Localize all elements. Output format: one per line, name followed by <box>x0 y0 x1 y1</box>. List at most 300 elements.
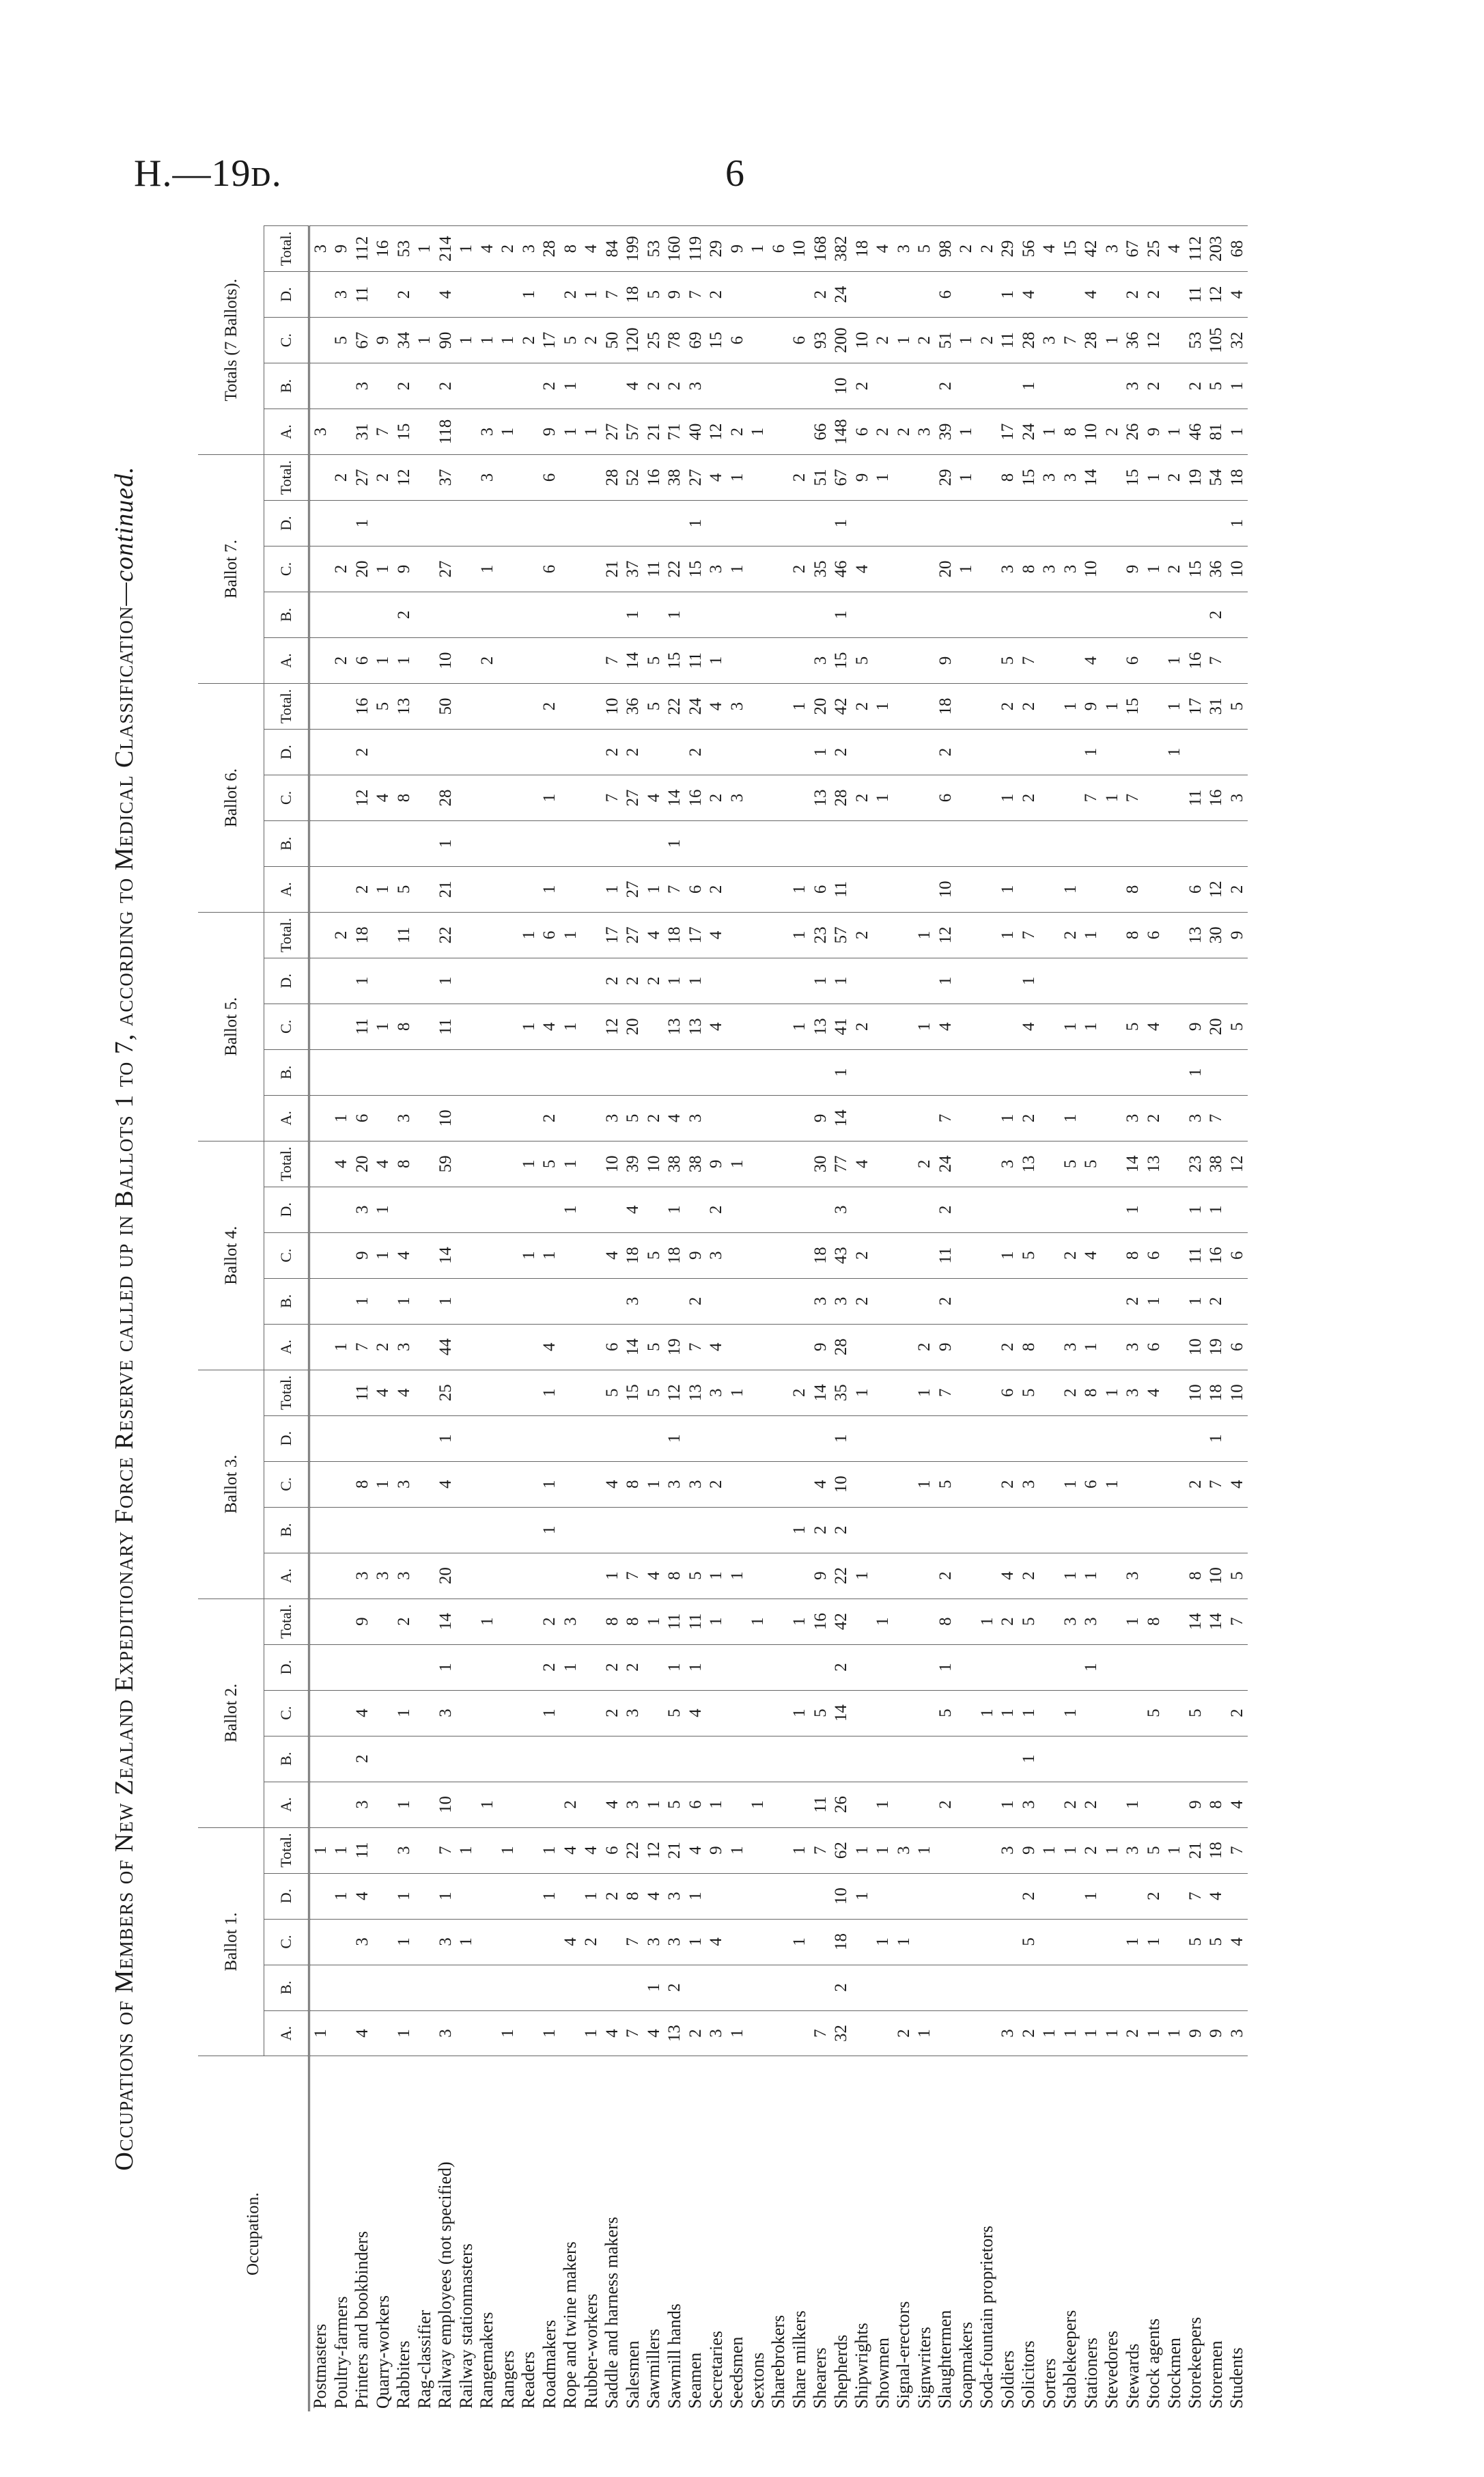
table-cell <box>415 1049 436 1095</box>
table-cell <box>727 1644 748 1690</box>
table-cell: 382 <box>831 226 852 272</box>
table-cell <box>977 1873 998 1919</box>
table-cell: 4 <box>643 775 664 820</box>
table-cell <box>518 683 540 729</box>
table-cell <box>852 1507 873 1553</box>
table-cell <box>331 501 352 546</box>
table-cell: 4 <box>393 1232 415 1278</box>
table-title-main: Occupations of Members of New Zealand Expeditionary Force Reserve called up in Ballots 1 to 7, according to Medical Classification <box>110 605 139 2171</box>
table-cell <box>393 729 415 775</box>
table-cell: 4 <box>1143 1004 1164 1049</box>
table-cell: 10 <box>643 1141 664 1187</box>
table-cell <box>789 1278 811 1324</box>
table-cell: 4 <box>1018 1004 1039 1049</box>
table-cell <box>748 501 769 546</box>
table-cell <box>706 1736 727 1782</box>
table-cell: 3 <box>1123 1553 1144 1599</box>
table-cell <box>1081 1049 1102 1095</box>
table-cell <box>498 775 519 820</box>
table-row <box>456 226 477 2412</box>
table-cell: 12 <box>1227 1141 1248 1187</box>
table-cell: 90 <box>435 318 456 363</box>
table-cell <box>560 1873 581 1919</box>
table-cell <box>914 1187 936 1232</box>
table-cell <box>768 501 789 546</box>
table-cell: 13 <box>685 1004 706 1049</box>
table-cell: 1 <box>643 1461 664 1507</box>
table-cell <box>1081 1690 1102 1736</box>
table-cell <box>1102 455 1123 501</box>
table-cell: 1 <box>393 1873 415 1919</box>
table-cell: 6 <box>1081 1461 1102 1507</box>
table-cell: 3 <box>664 1461 686 1507</box>
table-cell <box>498 1278 519 1324</box>
table-cell: 62 <box>831 1827 852 1873</box>
table-cell <box>914 1415 936 1461</box>
table-cell: 7 <box>623 1553 644 1599</box>
table-cell <box>1123 1690 1144 1736</box>
table-cell: 4 <box>602 1461 623 1507</box>
table-cell: 3 <box>727 683 748 729</box>
table-cell <box>977 1141 998 1187</box>
table-cell: 57 <box>831 912 852 958</box>
table-cell: 14 <box>664 775 686 820</box>
table-cell <box>956 729 977 775</box>
table-cell <box>810 1873 831 1919</box>
table-cell <box>748 1187 769 1232</box>
table-cell <box>956 363 977 409</box>
table-cell: 1 <box>685 1644 706 1690</box>
table-cell <box>602 1736 623 1782</box>
table-cell <box>1018 501 1039 546</box>
table-cell <box>1164 1141 1186 1187</box>
table-cell: 11 <box>352 1827 373 1873</box>
table-cell: 1 <box>852 1370 873 1415</box>
table-cell <box>914 1278 936 1324</box>
table-row <box>1060 226 1081 2412</box>
table-cell <box>602 1507 623 1553</box>
table-cell <box>560 866 581 912</box>
table-cell <box>1206 1690 1227 1736</box>
table-cell <box>1039 1690 1061 1736</box>
table-cell <box>477 1507 498 1553</box>
table-cell: 1 <box>852 1873 873 1919</box>
table-cell <box>1102 1324 1123 1370</box>
table-cell <box>518 1919 540 1965</box>
ballot-group-header: Ballot 1. <box>198 1827 264 2056</box>
table-cell: 1 <box>456 226 477 272</box>
table-cell <box>1164 272 1186 318</box>
table-cell: 1 <box>435 1415 456 1461</box>
table-cell: 4 <box>1227 1461 1248 1507</box>
table-cell <box>977 1324 998 1370</box>
table-cell: 13 <box>664 2010 686 2056</box>
table-cell: 20 <box>935 546 956 592</box>
table-cell: 9 <box>935 637 956 683</box>
table-cell <box>560 1553 581 1599</box>
table-cell <box>456 1782 477 1827</box>
table-cell <box>518 958 540 1004</box>
table-cell <box>873 592 894 638</box>
table-cell: 5 <box>1185 1919 1206 1965</box>
table-cell <box>498 455 519 501</box>
table-cell: 2 <box>540 683 561 729</box>
table-cell <box>540 958 561 1004</box>
table-cell: 2 <box>498 226 519 272</box>
table-cell <box>456 1965 477 2010</box>
table-cell: 12 <box>643 1827 664 1873</box>
table-cell: 4 <box>1081 1232 1102 1278</box>
table-cell: 16 <box>352 683 373 729</box>
table-cell: 9 <box>393 546 415 592</box>
table-cell: 54 <box>1206 455 1227 501</box>
table-cell: 7 <box>685 1324 706 1370</box>
table-cell <box>664 1278 686 1324</box>
table-cell <box>1227 1507 1248 1553</box>
table-cell: 9 <box>1081 683 1102 729</box>
table-cell <box>977 272 998 318</box>
table-cell: 5 <box>623 1095 644 1141</box>
table-cell: 1 <box>956 318 977 363</box>
table-cell <box>415 1095 436 1141</box>
table-cell: 4 <box>852 1141 873 1187</box>
table-cell <box>831 820 852 866</box>
table-cell: 5 <box>1185 1690 1206 1736</box>
table-cell: 3 <box>706 1232 727 1278</box>
table-cell <box>748 1415 769 1461</box>
table-cell: 3 <box>1123 363 1144 409</box>
table-cell <box>1102 272 1123 318</box>
table-cell <box>309 1232 331 1278</box>
table-cell: 1 <box>1164 409 1186 455</box>
table-cell <box>893 1644 914 1690</box>
table-cell: 1 <box>1060 1553 1081 1599</box>
table-cell <box>352 1965 373 2010</box>
table-row <box>602 226 623 2412</box>
table-cell <box>956 1232 977 1278</box>
table-cell <box>768 1232 789 1278</box>
table-cell: 8 <box>623 1461 644 1507</box>
table-cell: 2 <box>664 1965 686 2010</box>
classification-header: A. <box>264 637 309 683</box>
table-cell <box>435 592 456 638</box>
table-cell: 14 <box>435 1232 456 1278</box>
table-cell: 1 <box>664 958 686 1004</box>
table-cell: 15 <box>685 546 706 592</box>
table-cell: 3 <box>810 1278 831 1324</box>
table-cell <box>1164 912 1186 958</box>
table-cell: 42 <box>831 683 852 729</box>
table-cell <box>914 1507 936 1553</box>
table-cell: 10 <box>435 637 456 683</box>
table-cell <box>873 1095 894 1141</box>
table-cell <box>1039 729 1061 775</box>
table-cell <box>935 1873 956 1919</box>
table-cell: 1 <box>581 272 602 318</box>
table-row <box>560 226 581 2412</box>
table-cell <box>706 1278 727 1324</box>
table-cell <box>331 592 352 638</box>
table-cell: 2 <box>540 1095 561 1141</box>
table-cell <box>477 683 498 729</box>
table-cell <box>748 1965 769 2010</box>
table-cell: 1 <box>789 1827 811 1873</box>
table-cell <box>1060 820 1081 866</box>
table-cell <box>309 1370 331 1415</box>
occupation-name: Students <box>1227 2347 1247 2409</box>
table-cell <box>727 958 748 1004</box>
table-cell: 1 <box>1102 318 1123 363</box>
table-cell: 2 <box>914 1324 936 1370</box>
table-cell <box>935 1965 956 2010</box>
table-cell <box>977 912 998 958</box>
table-cell <box>977 1736 998 1782</box>
table-cell: 2 <box>1081 1827 1102 1873</box>
table-cell: 27 <box>352 455 373 501</box>
table-cell <box>977 1461 998 1507</box>
table-cell <box>1227 958 1248 1004</box>
table-cell <box>998 1873 1019 1919</box>
table-row <box>623 226 644 2412</box>
table-cell: 1 <box>1227 501 1248 546</box>
table-cell: 2 <box>685 2010 706 2056</box>
table-cell <box>1102 820 1123 866</box>
table-cell: 5 <box>643 1324 664 1370</box>
table-cell: 16 <box>1206 775 1227 820</box>
occupation-name: Secretaries <box>705 2330 726 2409</box>
table-cell <box>1102 1873 1123 1919</box>
table-cell <box>518 1095 540 1141</box>
table-cell: 1 <box>685 1873 706 1919</box>
table-cell: 19 <box>664 1324 686 1370</box>
table-cell <box>540 501 561 546</box>
table-cell: 6 <box>685 1782 706 1827</box>
table-cell <box>373 1049 394 1095</box>
table-cell: 4 <box>1227 1919 1248 1965</box>
table-cell: 98 <box>935 226 956 272</box>
table-cell <box>1164 592 1186 638</box>
table-cell: 10 <box>1227 1370 1248 1415</box>
table-cell <box>477 1278 498 1324</box>
occupation-name: Readers <box>518 2351 539 2409</box>
table-cell <box>540 1049 561 1095</box>
table-cell: 20 <box>435 1553 456 1599</box>
table-cell <box>1123 1736 1144 1782</box>
table-cell <box>309 1553 331 1599</box>
table-cell: 14 <box>623 637 644 683</box>
table-cell: 2 <box>893 2010 914 2056</box>
table-cell: 8 <box>998 455 1019 501</box>
table-cell: 2 <box>998 683 1019 729</box>
table-cell: 9 <box>706 1827 727 1873</box>
table-cell <box>1164 1919 1186 1965</box>
table-cell: 3 <box>1227 775 1248 820</box>
table-cell <box>789 958 811 1004</box>
table-cell <box>518 363 540 409</box>
table-cell: 1 <box>727 1553 748 1599</box>
table-cell: 36 <box>623 683 644 729</box>
table-row <box>435 226 456 2412</box>
table-cell: 2 <box>1206 1278 1227 1324</box>
table-cell <box>415 592 436 638</box>
table-cell <box>706 501 727 546</box>
table-cell <box>581 1599 602 1644</box>
table-cell <box>727 1324 748 1370</box>
table-cell: 1 <box>1185 1278 1206 1324</box>
table-cell <box>1227 1049 1248 1095</box>
table-cell <box>393 1644 415 1690</box>
table-cell: 3 <box>685 1461 706 1507</box>
table-cell: 2 <box>560 272 581 318</box>
table-row <box>1018 226 1039 2412</box>
classification-header: A. <box>264 1782 309 1827</box>
table-cell: 1 <box>831 958 852 1004</box>
table-cell <box>1185 501 1206 546</box>
table-cell <box>914 546 936 592</box>
table-cell <box>748 1873 769 1919</box>
table-cell <box>456 1232 477 1278</box>
table-cell <box>768 1324 789 1370</box>
table-cell: 25 <box>1143 226 1164 272</box>
table-cell <box>518 501 540 546</box>
table-cell <box>309 1461 331 1507</box>
table-cell: 9 <box>1185 1004 1206 1049</box>
table-cell <box>1185 1644 1206 1690</box>
table-cell: 1 <box>998 272 1019 318</box>
occupation-name: Soda-fountain proprietors <box>977 2226 997 2409</box>
table-cell <box>1102 1782 1123 1827</box>
table-row <box>309 226 331 2412</box>
table-cell <box>498 1965 519 2010</box>
table-cell <box>893 592 914 638</box>
table-row <box>415 226 436 2412</box>
table-cell <box>309 272 331 318</box>
table-cell: 11 <box>831 866 852 912</box>
table-cell: 1 <box>873 1782 894 1827</box>
table-cell <box>415 501 436 546</box>
table-cell <box>1081 958 1102 1004</box>
table-cell: 15 <box>1123 683 1144 729</box>
table-cell <box>540 637 561 683</box>
table-cell <box>685 1507 706 1553</box>
table-cell: 3 <box>998 546 1019 592</box>
table-cell <box>331 1644 352 1690</box>
table-cell <box>1060 958 1081 1004</box>
table-cell: 7 <box>935 1095 956 1141</box>
table-cell: 2 <box>935 1187 956 1232</box>
table-cell <box>706 1690 727 1736</box>
table-cell: 1 <box>1060 1827 1081 1873</box>
table-cell: 20 <box>810 683 831 729</box>
table-cell <box>977 2010 998 2056</box>
table-cell: 28 <box>831 775 852 820</box>
table-cell <box>309 1187 331 1232</box>
table-cell <box>685 820 706 866</box>
table-cell <box>727 1782 748 1827</box>
table-cell <box>768 1599 789 1644</box>
table-cell <box>415 683 436 729</box>
table-cell: 1 <box>352 958 373 1004</box>
table-cell <box>1060 1736 1081 1782</box>
table-cell <box>415 455 436 501</box>
table-cell <box>456 866 477 912</box>
table-cell: 1 <box>1164 729 1186 775</box>
table-cell <box>768 683 789 729</box>
table-cell <box>727 1736 748 1782</box>
table-cell <box>518 592 540 638</box>
table-cell <box>852 1095 873 1141</box>
table-cell <box>956 958 977 1004</box>
table-cell <box>1185 1507 1206 1553</box>
table-cell <box>893 1736 914 1782</box>
table-cell <box>456 729 477 775</box>
table-cell: 1 <box>748 409 769 455</box>
table-cell: 11 <box>393 912 415 958</box>
table-cell: 1 <box>914 1461 936 1507</box>
table-cell: 14 <box>1206 1599 1227 1644</box>
table-cell <box>373 1278 394 1324</box>
table-cell <box>352 1415 373 1461</box>
table-cell <box>518 1049 540 1095</box>
table-cell <box>518 1599 540 1644</box>
table-cell <box>477 1370 498 1415</box>
table-cell <box>789 1873 811 1919</box>
table-cell <box>581 683 602 729</box>
table-cell: 1 <box>1164 2010 1186 2056</box>
table-cell: 2 <box>935 729 956 775</box>
table-cell <box>415 1599 436 1644</box>
table-cell <box>331 1004 352 1049</box>
table-cell: 18 <box>664 1232 686 1278</box>
table-cell <box>415 1827 436 1873</box>
table-cell: 4 <box>685 1690 706 1736</box>
table-cell: 1 <box>727 1827 748 1873</box>
table-cell: 53 <box>643 226 664 272</box>
table-cell: 1 <box>1102 1461 1123 1507</box>
table-cell: 26 <box>831 1782 852 1827</box>
table-cell: 1 <box>498 318 519 363</box>
table-cell: 2 <box>1143 272 1164 318</box>
table-cell: 2 <box>706 866 727 912</box>
occupation-name: Sorters <box>1039 2358 1059 2409</box>
classification-header: B. <box>264 820 309 866</box>
table-cell: 1 <box>914 1370 936 1415</box>
rotated-table-container <box>109 225 1373 2411</box>
table-cell: 3 <box>685 363 706 409</box>
table-cell: 67 <box>1123 226 1144 272</box>
table-cell: 2 <box>540 1599 561 1644</box>
table-cell <box>748 1232 769 1278</box>
table-cell <box>309 1965 331 2010</box>
table-cell <box>956 1095 977 1141</box>
table-cell <box>1164 1599 1186 1644</box>
table-cell <box>1206 501 1227 546</box>
occupation-name: Stock agents <box>1143 2318 1164 2409</box>
table-cell <box>810 1919 831 1965</box>
table-cell: 1 <box>727 1141 748 1187</box>
occupation-name: Seamen <box>685 2352 705 2409</box>
table-cell <box>852 1782 873 1827</box>
table-cell <box>893 1278 914 1324</box>
table-cell <box>852 729 873 775</box>
table-cell: 5 <box>685 1553 706 1599</box>
table-cell: 5 <box>1081 1141 1102 1187</box>
table-cell: 2 <box>873 409 894 455</box>
table-cell <box>852 1187 873 1232</box>
table-cell: 43 <box>831 1232 852 1278</box>
table-cell: 2 <box>1060 912 1081 958</box>
table-cell <box>518 409 540 455</box>
